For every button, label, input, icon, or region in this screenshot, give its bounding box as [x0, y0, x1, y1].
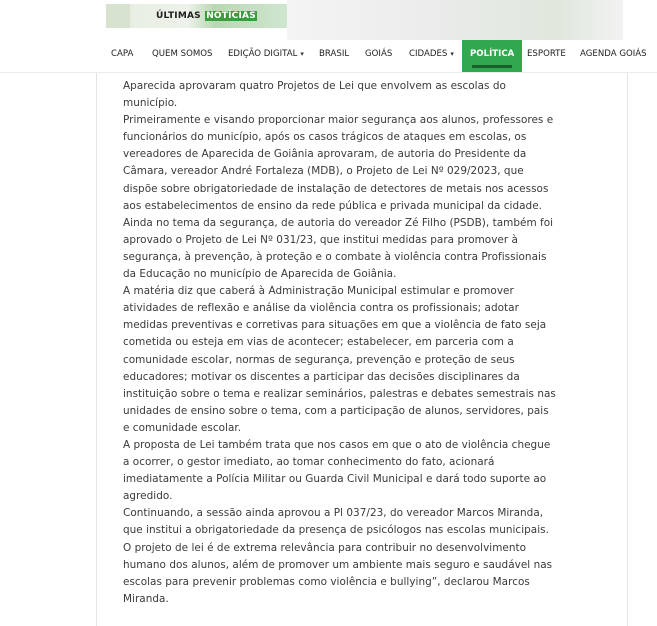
- banner-accent: [106, 4, 130, 28]
- article-line: humano dos alunos, além de promover um ambiente mais seguro e saudável nas: [123, 558, 553, 571]
- article-line: da Educação no município de Aparecida de Goiânia.: [123, 268, 397, 281]
- latest-news-label: [156, 11, 257, 21]
- article-line: segurança, à prevenção, à proteção e o combate à violência contra Profissionais: [123, 250, 547, 263]
- article-line: instituição sobre o tema e realizar seminários, palestras e debates semestrais nas: [123, 387, 556, 400]
- header-banner-image: [287, 0, 623, 40]
- article-line: município.: [123, 97, 178, 110]
- nav-item-label: POLÍTICA: [470, 49, 515, 59]
- nav-item-label: QUEM SOMOS: [152, 49, 213, 59]
- article-line: Ainda no tema da segurança, de autoria do vereador Zé Filho (PSDB), também foi: [123, 216, 554, 229]
- article-line: Câmara, vereador André Fortaleza (MDB), o Projeto de Lei Nº 029/2023, que: [123, 165, 524, 178]
- article-line: que institui a obrigatoriedade da presença de psicólogos nas escolas municipais.: [123, 524, 549, 537]
- article-line: Continuando, a sessão ainda aprovou a Pl 037/23, do vereador Marcos Miranda,: [123, 507, 544, 520]
- nav-item-edicao-digital[interactable]: [228, 40, 304, 72]
- article-body: [123, 78, 613, 608]
- article-line: medidas preventivas e corretivas para situações em que a violência de fato seja: [123, 319, 547, 332]
- article-line: atividades de reflexão e análise da violência contra os profissionais; adotar: [123, 302, 519, 315]
- article-line: dispõe sobre obrigatoriedade de instalação de detectores de metais nos acessos: [123, 182, 549, 195]
- article-line: educadores; motivar os discentes a participar das decisões disciplinares da: [123, 370, 520, 383]
- nav-item-label: BRASIL: [319, 49, 350, 59]
- nav-item-politica[interactable]: [462, 40, 522, 72]
- nav-item-goias[interactable]: [365, 40, 392, 72]
- article-line: O projeto de lei é de extrema relevância para contribuir no desenvolvimento: [123, 541, 527, 554]
- article-line: A matéria diz que caberá à Administração Municipal estimular e promover: [123, 285, 514, 298]
- article-line: A proposta de Lei também trata que nos casos em que o ato de violência chegue: [123, 438, 551, 451]
- article-line: Aparecida aprovaram quatro Projetos de Lei que envolvem as escolas do: [123, 80, 506, 92]
- header-strip: [0, 0, 657, 40]
- nav-item-label: CAPA: [111, 49, 134, 59]
- article-line: Miranda.: [123, 592, 169, 605]
- article-line: escolas para prevenir problemas como violência e bullying”, declarou Marcos: [123, 575, 530, 588]
- article-line: unidades de ensino sobre o tema, com a participação de alunos, servidores, pais: [123, 404, 549, 417]
- article-line: Primeiramente e visando proporcionar maior segurança aos alunos, professores e: [123, 114, 554, 127]
- article-line: imediatamente a Polícia Militar ou Guarda Civil Municipal e dará todo suporte ao: [123, 473, 547, 486]
- nav-item-label: CIDADES: [409, 49, 448, 59]
- article-line: funcionários do município, após os casos trágicos de ataques em escolas, os: [123, 131, 527, 144]
- nav-item-esporte[interactable]: [527, 40, 566, 72]
- nav-item-brasil[interactable]: [319, 40, 349, 72]
- nav-item-agenda-goias[interactable]: [580, 40, 647, 72]
- nav-item-capa[interactable]: [111, 40, 133, 72]
- nav-item-label: ESPORTE: [527, 49, 566, 59]
- nav-item-label: EDIÇÃO DIGITAL: [228, 49, 298, 59]
- article-line: aprovado o Projeto de Lei Nº 031/23, que institui medidas para promover à: [123, 233, 518, 246]
- latest-news-banner[interactable]: [106, 4, 287, 28]
- nav-item-quem-somos[interactable]: [152, 40, 212, 72]
- article-line: e comunidade escolar.: [123, 421, 242, 434]
- article-line: a ocorrer, o gestor imediato, ao tomar conhecimento do fato, acionará: [123, 456, 495, 469]
- nav-item-label: AGENDA GOIÁS: [580, 49, 647, 59]
- main-navigation: [0, 40, 657, 73]
- latest-news-label-highlight: NOTÍCIAS: [206, 11, 256, 21]
- article-line: aos estabelecimentos de ensino da rede pública e privada municipal da cidade.: [123, 199, 543, 212]
- article-line: comunidade escolar, normas de segurança, prevenção e proteção de seus: [123, 353, 515, 366]
- chevron-down-icon: ▾: [450, 50, 454, 58]
- article-line: cometida ou esteja em vias de acontecer; estabelecer, em parceria com a: [123, 336, 514, 349]
- latest-news-label-main: ÚLTIMAS: [156, 11, 201, 21]
- nav-item-label: GOIÁS: [365, 49, 393, 59]
- chevron-down-icon: ▾: [300, 50, 304, 58]
- nav-item-cidades[interactable]: [409, 40, 454, 72]
- article-line: agredido.: [123, 490, 173, 503]
- article-line: vereadores de Aparecida de Goiânia aprovaram, de autoria do Presidente da: [123, 148, 527, 161]
